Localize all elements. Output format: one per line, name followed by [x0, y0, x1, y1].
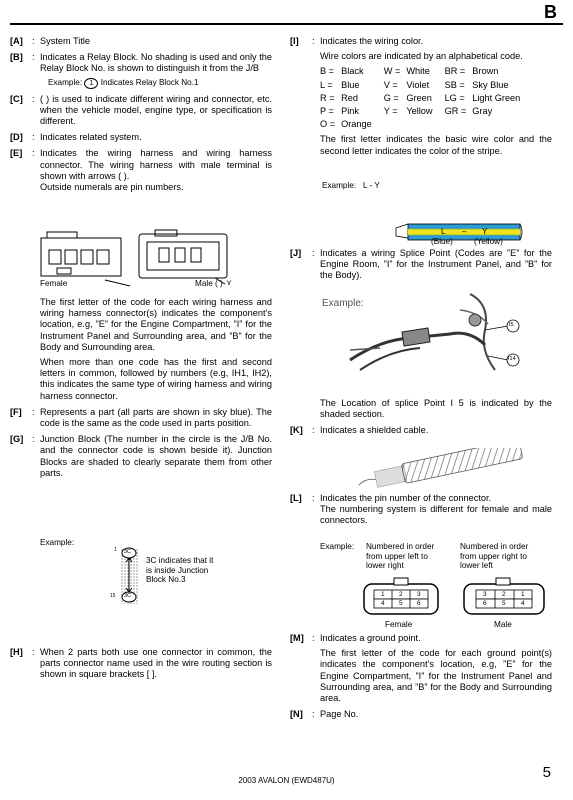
- tag: [E]: [10, 148, 23, 159]
- pin-number: 4: [381, 600, 385, 607]
- wire-color-name: Light Green: [472, 92, 521, 103]
- entry-e-para2: When more than one code has the first and second letters in common, followed by numbers (e.g, IH1, IH2), this indicates the same type of wiring harness and wiring harness connector.: [40, 357, 272, 401]
- jb-bottom-code: 3C: [124, 593, 132, 599]
- wire-color-name: Green: [406, 92, 432, 103]
- entry-j: [J] : Indicates a wiring Splice Point (Codes are ”E” for the Engine Room, ”I” for the Instrument Panel, and ”B” for the Body).: [290, 248, 552, 281]
- right-column-l: [290, 493, 552, 532]
- entry-e-paras: [10, 297, 272, 402]
- wire-color-code: W =: [383, 66, 401, 77]
- wire-color-name: Red: [341, 92, 358, 103]
- female-pin-desc: Numbered in order from upper left to lower right: [366, 542, 435, 570]
- entry-text: Indicates a ground point.: [320, 633, 421, 643]
- entry-c: [C] : ( ) is used to indicate different wiring and connector, etc. when the vehicle model, engine type, or specification is different.: [10, 93, 272, 127]
- wire-color-name: Orange: [341, 119, 372, 130]
- entry-e-para1: The first letter of the code for each wiring harness and wiring harness connector(s) indicates the component’s location, e.g, ”E” for the Engine Compartment, ”I” for the Instrument Panel and Surrounding area, and ”B” for the Body and Surrounding area.: [40, 297, 272, 352]
- entry-m-para: The first letter of the code for each ground point(s) indicates the component’s location, e.g, ”E” for the Engine Compartment, ”I” for the Instrument Panel and Surrounding area, and ”B” for the Body and Surrounding area.: [320, 648, 552, 704]
- wire-label-blue: (Blue): [431, 237, 453, 246]
- wire-color-row: [320, 119, 532, 132]
- tag: [A]: [10, 36, 23, 46]
- jb-note: 3C indicates that it is inside Junction Block No.3: [146, 556, 214, 584]
- entry-j-para: The Location of splice Point I 5 is indicated by the shaded section.: [320, 398, 552, 420]
- section-letter: B: [544, 2, 557, 22]
- wire-color-name: Blue: [341, 79, 360, 90]
- female-connector: [41, 232, 121, 276]
- pin-number: 5: [399, 600, 403, 607]
- entry-l: [L] : Indicates the pin number of the connector. The numbering system is different for female and male connectors.: [290, 493, 552, 526]
- wire-color-name: [406, 119, 444, 132]
- entry-text-2: Wire colors are indicated by an alphabetical code.: [320, 51, 523, 62]
- tag: [D]: [10, 132, 23, 143]
- pin-number: 2: [502, 591, 506, 598]
- wire-color-code: B =: [320, 66, 335, 77]
- wire-label-yellow: (Yellow): [474, 237, 503, 246]
- right-column-m: [290, 633, 552, 725]
- left-column-cont: [10, 297, 272, 484]
- wire-color-code: R =: [320, 92, 335, 103]
- entry-text: Indicates the wiring harness and wiring harness connector. The wiring harness with male terminal is shown with arrows ( ).: [40, 148, 272, 181]
- male-label: Male ( ): [195, 279, 223, 288]
- wire-color-name: Violet: [406, 79, 430, 90]
- right-column-j: [290, 248, 552, 287]
- wire-color-name: Brown: [472, 66, 499, 77]
- right-column-j2: [290, 398, 552, 442]
- left-column: [10, 36, 272, 198]
- wire-color-code: [384, 119, 407, 132]
- wire-color-name: Sky Blue: [472, 79, 509, 90]
- entry-h: [H] : When 2 parts both use one connector in common, the parts connector name used in the wire routing section is shown in square brackets [ ].: [10, 647, 272, 680]
- entry-b: [B] : Indicates a Relay Block. No shading is used and only the Relay Block No. is shown to distinguish it from the J/B Example: 1 Indicates Relay Block No.1: [10, 52, 272, 87]
- jb-example-label: Example:: [40, 538, 75, 547]
- entry-text: Indicates the pin number of the connector.: [320, 493, 492, 503]
- entry-text: Page No.: [320, 709, 359, 720]
- male-conn-label: Male: [494, 620, 512, 629]
- wire-color-code: V =: [383, 79, 398, 90]
- wire-example-label: Example: L - Y: [322, 181, 380, 190]
- entry-text: Indicates a shielded cable.: [320, 425, 429, 436]
- entry-text-2: Outside numerals are pin numbers.: [40, 182, 184, 193]
- pin-number: 2: [399, 591, 403, 598]
- entry-text: Indicates a Relay Block. No shading is used and only the Relay Block No. is shown to distinguish it from the J/B: [40, 52, 272, 74]
- entry-text: When 2 parts both use one connector in common, the parts connector name used in the wire routing section is shown in square brackets [ ].: [40, 647, 272, 680]
- entry-text-2: The numbering system is different for female and male connectors.: [320, 504, 552, 526]
- entry-text: Junction Block (The number in the circle is the J/B No. and the connector code is shown beside it). Junction Blocks are shaded to clearly separate them from other parts.: [40, 434, 272, 478]
- male-connector: [139, 230, 227, 278]
- wire-color-code: O =: [320, 119, 336, 130]
- tag: [G]: [10, 434, 24, 445]
- wire-color-code: LG =: [444, 92, 465, 103]
- entry-i-para: The first letter indicates the basic wire color and the second letter indicates the color of the stripe.: [320, 134, 552, 156]
- pin-number: 6: [417, 600, 421, 607]
- wire-label-y: Y: [482, 227, 488, 236]
- tag: [N]: [290, 709, 303, 720]
- tag: [B]: [10, 52, 23, 63]
- wire-label-dash: –: [462, 227, 467, 236]
- wire-color-code: [445, 119, 473, 132]
- splice-example-label: Example:: [322, 298, 364, 309]
- entry-i: [I] : Indicates the wiring color. Wire colors are indicated by an alphabetical code. B = Black W = White BR = Brown L = Blue V = Violet SB = Sky Blue R = Red G = Green LG = Light Green P = Pink Y = Yellow GR = Gray O = Orange The first letter indicates the basic wire color and the second letter indicates the color of the stripe.: [290, 36, 552, 156]
- entry-a: [A] : System Title: [10, 36, 272, 47]
- entry-g: [G] : Junction Block (The number in the circle is the J/B No. and the connector code is shown beside it). Junction Blocks are shaded to clearly separate them from other parts.: [10, 434, 272, 478]
- female-pointer: [105, 280, 130, 286]
- wire-color-name: Gray: [472, 106, 493, 117]
- entry-text: Indicates the wiring color.: [320, 36, 424, 46]
- page-number: 5: [542, 764, 551, 781]
- wire-color-row: [320, 106, 532, 119]
- entry-f: [F] : Represents a part (all parts are shown in sky blue). The code is the same as the code used in parts position.: [10, 406, 272, 429]
- pin-number: 6: [483, 600, 487, 607]
- wire-color-row: [320, 80, 532, 93]
- entry-k: [K] : Indicates a shielded cable.: [290, 425, 552, 436]
- entry-text: Indicates related system.: [40, 132, 142, 143]
- tag: [L]: [290, 493, 302, 503]
- relay-circle: 1: [84, 78, 98, 89]
- footer-text: 2003 AVALON (EWD487U): [238, 776, 335, 785]
- example-label: Example:: [48, 77, 83, 87]
- male-arrow-icon: ⋎: [226, 278, 232, 287]
- pin-number: 4: [521, 600, 525, 607]
- entry-text: Represents a part (all parts are shown in sky blue). The code is the same as the code used in parts position.: [40, 406, 272, 429]
- jb-top-code: 3C: [124, 549, 132, 555]
- tag: [F]: [10, 406, 22, 417]
- wire-color-code: P =: [320, 106, 334, 117]
- example-text: Indicates Relay Block No.1: [100, 77, 199, 87]
- pin-number: 1: [381, 591, 385, 598]
- left-column-h: [10, 647, 272, 686]
- pin-number: 5: [502, 600, 506, 607]
- wire-color-code: Y =: [383, 106, 398, 117]
- right-column: [290, 36, 552, 162]
- entry-d: [D] : Indicates related system.: [10, 132, 272, 143]
- splice-code-i5: I5: [509, 322, 514, 328]
- tag: [H]: [10, 647, 23, 657]
- female-conn-label: Female: [385, 620, 413, 629]
- wire-color-row: [320, 66, 532, 79]
- jb-pin-top: 1: [114, 547, 117, 553]
- wire-color-code: L =: [320, 79, 333, 90]
- pin-example-label: Example:: [320, 542, 355, 551]
- shielded-cable-illustration: [355, 448, 525, 488]
- wire-color-code: BR =: [444, 66, 466, 77]
- entry-text: ( ) is used to indicate different wiring and connector, etc. when the vehicle model, engine type, or specification is different.: [40, 93, 272, 127]
- splice-code-i14: I14: [508, 356, 516, 362]
- female-label: Female: [40, 279, 68, 288]
- entry-n: [N] : Page No.: [290, 709, 552, 720]
- entry-m: [M] : Indicates a ground point. The first letter of the code for each ground point(s) indicates the component’s location, e.g, ”E” for the Engine Compartment, ”I” for the Instrument Panel and Surrounding area, and ”B” for the Body and Surrounding area.: [290, 633, 552, 704]
- header-rule: [10, 23, 563, 25]
- male-pin-desc: Numbered in order from upper right to lower left: [460, 542, 529, 570]
- wire-illustration: [394, 220, 524, 248]
- wire-color-name: Yellow: [406, 106, 433, 117]
- wire-color-code: GR =: [444, 106, 467, 117]
- tag: [C]: [10, 93, 23, 104]
- tag: [I]: [290, 36, 299, 46]
- wire-color-name: White: [406, 66, 430, 77]
- wire-color-table: [320, 66, 532, 132]
- wire-color-code: G =: [383, 92, 399, 103]
- entry-text: Indicates a wiring Splice Point (Codes are ”E” for the Engine Room, ”I” for the Instrument Panel, and ”B” for the Body).: [320, 248, 552, 281]
- wire-color-name: Pink: [341, 106, 359, 117]
- entry-text: System Title: [40, 36, 91, 46]
- entry-e: [E] : Indicates the wiring harness and wiring harness connector. The wiring harness with male terminal is shown with arrows ( ). Outside numerals are pin numbers.: [10, 148, 272, 193]
- wire-color-row: [320, 93, 532, 106]
- tag: [J]: [290, 248, 302, 258]
- splice-photo: [320, 290, 530, 386]
- wire-color-name: [472, 119, 532, 132]
- wire-label-l: L: [441, 227, 446, 236]
- wire-color-code: SB =: [444, 79, 465, 90]
- pin-number: 1: [521, 591, 525, 598]
- jb-pin-bottom: 15: [110, 593, 116, 599]
- wire-color-name: Black: [341, 66, 364, 77]
- tag: [M]: [290, 633, 304, 643]
- tag: [K]: [290, 425, 303, 436]
- pin-number: 3: [483, 591, 487, 598]
- pin-number: 3: [417, 591, 421, 598]
- relay-example: [48, 77, 272, 89]
